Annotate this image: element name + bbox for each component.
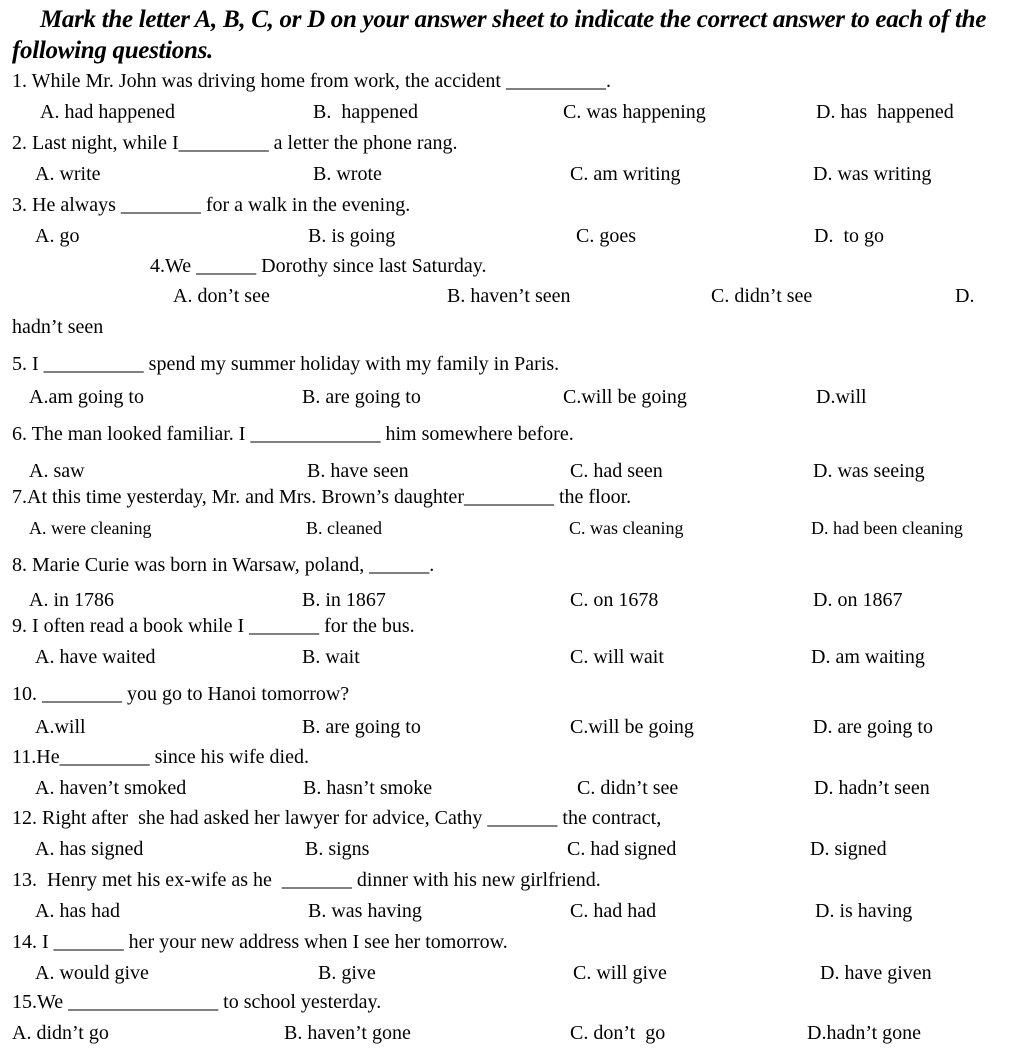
q8-option-d[interactable]: D. on 1867 [813,589,903,611]
q12-option-d[interactable]: D. signed [810,838,887,860]
question-14: 14. I _______ her your new address when I see her tomorrow. [12,931,508,953]
q4-option-b[interactable]: B. haven’t seen [447,285,571,307]
q2-option-c[interactable]: C. am writing [570,163,681,185]
q12-option-c[interactable]: C. had signed [567,838,677,860]
q4-option-a[interactable]: A. don’t see [173,285,270,307]
q5-option-c[interactable]: C.will be going [563,386,687,408]
question-5: 5. I __________ spend my summer holiday with my family in Paris. [12,353,560,375]
q9-option-a[interactable]: A. have waited [35,646,156,668]
q4-option-c[interactable]: C. didn’t see [711,285,813,307]
q12-option-a[interactable]: A. has signed [35,838,144,860]
q14-option-c[interactable]: C. will give [573,962,667,984]
q6-option-c[interactable]: C. had seen [570,460,663,482]
q2-option-d[interactable]: D. was writing [813,163,932,185]
q7-option-b[interactable]: B. cleaned [306,518,382,538]
q13-option-b[interactable]: B. was having [308,900,422,922]
q1-option-a[interactable]: A. had happened [40,101,175,123]
q6-option-b[interactable]: B. have seen [307,460,409,482]
q13-option-c[interactable]: C. had had [570,900,657,922]
q4-option-d-wrap[interactable]: hadn’t seen [12,316,104,338]
q9-option-b[interactable]: B. wait [302,646,360,668]
q6-option-d[interactable]: D. was seeing [813,460,925,482]
q8-option-b[interactable]: B. in 1867 [302,589,386,611]
question-11: 11.He_________ since his wife died. [12,746,309,768]
q10-option-b[interactable]: B. are going to [302,716,421,738]
q9-option-c[interactable]: C. will wait [570,646,664,668]
q9-option-d[interactable]: D. am waiting [811,646,925,668]
q2-option-b[interactable]: B. wrote [313,163,382,185]
question-10: 10. ________ you go to Hanoi tomorrow? [12,683,350,705]
q3-option-a[interactable]: A. go [35,225,80,247]
q8-option-c[interactable]: C. on 1678 [570,589,659,611]
q6-option-a[interactable]: A. saw [29,460,85,482]
q15-option-c[interactable]: C. don’t go [570,1022,666,1044]
q14-option-a[interactable]: A. would give [35,962,149,984]
question-6: 6. The man looked familiar. I _____________ him somewhere before. [12,423,574,445]
q1-option-b[interactable]: B. happened [313,101,418,123]
q10-option-d[interactable]: D. are going to [813,716,933,738]
q11-option-a[interactable]: A. haven’t smoked [35,777,187,799]
instruction-heading: Mark the letter A, B, C, or D on your answer sheet to indicate the correct answer to each of the following questions. [12,6,986,64]
question-12: 12. Right after she had asked her lawyer for advice, Cathy _______ the contract, [12,807,662,829]
q11-option-c[interactable]: C. didn’t see [577,777,679,799]
q2-option-a[interactable]: A. write [35,163,101,185]
q10-option-c[interactable]: C.will be going [570,716,694,738]
q7-option-a[interactable]: A. were cleaning [29,518,152,538]
question-2: 2. Last night, while I_________ a letter the phone rang. [12,132,458,154]
question-15: 15.We _______________ to school yesterday. [12,991,382,1013]
q4-option-d[interactable]: D. [955,285,975,307]
q3-option-d[interactable]: D. to go [814,225,884,247]
q15-option-a[interactable]: A. didn’t go [12,1022,109,1044]
q1-option-d[interactable]: D. has happened [816,101,954,123]
q15-option-b[interactable]: B. haven’t gone [284,1022,411,1044]
q5-option-d[interactable]: D.will [816,386,867,408]
question-9: 9. I often read a book while I _______ for the bus. [12,615,415,637]
question-4: 4.We ______ Dorothy since last Saturday. [150,255,487,277]
q1-option-c[interactable]: C. was happening [563,101,706,123]
question-1: 1. While Mr. John was driving home from work, the accident __________. [12,70,611,92]
q15-option-d[interactable]: D.hadn’t gone [807,1022,922,1044]
q13-option-a[interactable]: A. has had [35,900,120,922]
question-13: 13. Henry met his ex-wife as he _______ dinner with his new girlfriend. [12,869,601,891]
question-3: 3. He always ________ for a walk in the evening. [12,194,411,216]
q3-option-c[interactable]: C. goes [576,225,636,247]
q14-option-b[interactable]: B. give [318,962,376,984]
q10-option-a[interactable]: A.will [35,716,86,738]
q8-option-a[interactable]: A. in 1786 [29,589,114,611]
q11-option-d[interactable]: D. hadn’t seen [814,777,930,799]
q11-option-b[interactable]: B. hasn’t smoke [303,777,433,799]
q7-option-d[interactable]: D. had been cleaning [811,518,963,538]
q7-option-c[interactable]: C. was cleaning [569,518,684,538]
q14-option-d[interactable]: D. have given [820,962,932,984]
question-7: 7.At this time yesterday, Mr. and Mrs. Brown’s daughter_________ the floor. [12,486,632,508]
q5-option-b[interactable]: B. are going to [302,386,421,408]
q13-option-d[interactable]: D. is having [815,900,913,922]
q5-option-a[interactable]: A.am going to [29,386,144,408]
q12-option-b[interactable]: B. signs [305,838,370,860]
question-8: 8. Marie Curie was born in Warsaw, poland, ______. [12,554,435,576]
q3-option-b[interactable]: B. is going [308,225,396,247]
